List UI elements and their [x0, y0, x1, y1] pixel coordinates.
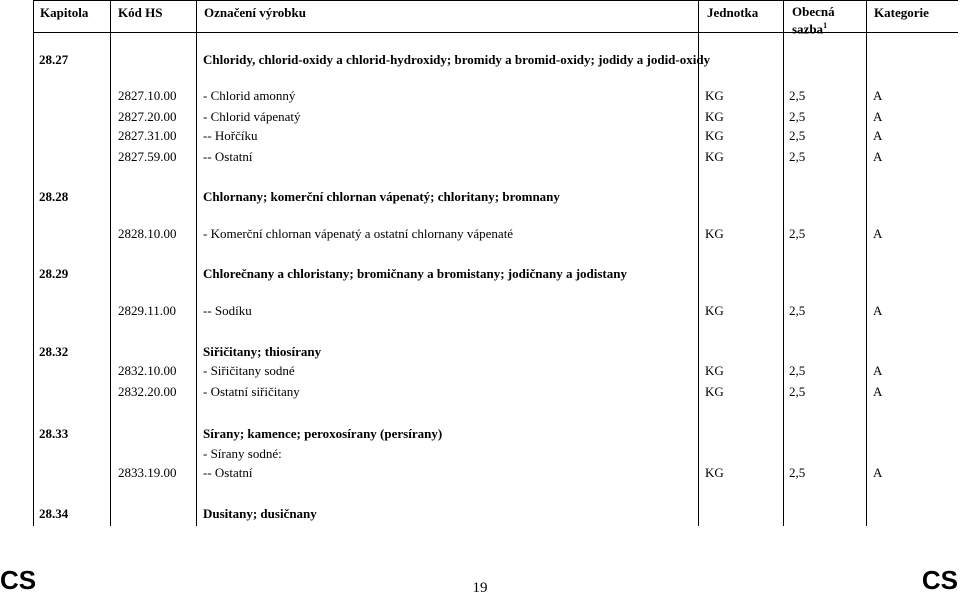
cell-jednotka: KG — [705, 226, 724, 241]
cell-jednotka: KG — [705, 303, 724, 318]
cell-kod: 2827.10.00 — [118, 88, 177, 103]
cell-sazba: 2,5 — [789, 149, 806, 164]
cell-kapitola: 28.28 — [39, 189, 69, 204]
cell-oznaceni: -- Sodíku — [203, 303, 252, 318]
cell-kod: 2833.19.00 — [118, 465, 177, 480]
cell-jednotka: KG — [705, 363, 724, 378]
cell-oznaceni: - Sírany sodné: — [203, 446, 282, 461]
column-divider — [783, 0, 784, 526]
cell-kod: 2828.10.00 — [118, 226, 177, 241]
column-divider — [196, 0, 197, 526]
cell-sazba: 2,5 — [789, 363, 806, 378]
header-sazba-footnote: 1 — [823, 21, 828, 30]
cell-kategorie: A — [873, 149, 883, 164]
tariff-table — [33, 0, 958, 526]
column-divider — [33, 0, 34, 526]
cell-oznaceni: Siřičitany; thiosírany — [203, 344, 322, 359]
cell-kategorie: A — [873, 109, 883, 124]
table-header — [33, 0, 958, 37]
cell-oznaceni: - Chlorid vápenatý — [203, 109, 301, 124]
cell-sazba: 2,5 — [789, 303, 806, 318]
page-number: 19 — [472, 580, 488, 596]
cell-oznaceni: Sírany; kamence; peroxosírany (persírany) — [203, 426, 443, 441]
footer-language-right: CS — [921, 565, 958, 595]
cell-kapitola: 28.33 — [39, 426, 69, 441]
cell-kod: 2827.59.00 — [118, 149, 177, 164]
cell-sazba: 2,5 — [789, 109, 806, 124]
cell-oznaceni: - Siřičitany sodné — [203, 363, 295, 378]
cell-kod: 2832.10.00 — [118, 363, 177, 378]
cell-kod: 2832.20.00 — [118, 384, 177, 399]
cell-sazba: 2,5 — [789, 384, 806, 399]
cell-kapitola: 28.29 — [39, 266, 69, 281]
header-sazba — [792, 5, 835, 36]
cell-oznaceni: -- Hořčíku — [203, 128, 258, 143]
header-sazba-line1: Obecná — [792, 4, 835, 19]
cell-sazba: 2,5 — [789, 226, 806, 241]
cell-kategorie: A — [873, 303, 883, 318]
header-sazba-line2: sazba — [792, 21, 824, 37]
header-jednotka: Jednotka — [707, 5, 759, 20]
column-divider — [866, 0, 867, 526]
cell-kod: 2827.31.00 — [118, 128, 177, 143]
cell-kapitola: 28.27 — [39, 52, 69, 67]
cell-oznaceni: - Ostatní siřičitany — [203, 384, 300, 399]
header-kapitola: Kapitola — [40, 5, 89, 20]
cell-jednotka: KG — [705, 384, 724, 399]
cell-kategorie: A — [873, 363, 883, 378]
cell-sazba: 2,5 — [789, 88, 806, 103]
header-kod-hs: Kód HS — [118, 5, 163, 20]
column-divider — [698, 0, 699, 526]
cell-sazba: 2,5 — [789, 465, 806, 480]
cell-kategorie: A — [873, 128, 883, 143]
footer-language-left: CS — [0, 565, 37, 595]
cell-kategorie: A — [873, 88, 883, 103]
cell-jednotka: KG — [705, 128, 724, 143]
cell-kapitola: 28.34 — [39, 506, 69, 521]
cell-kod: 2829.11.00 — [118, 303, 177, 318]
header-kategorie: Kategorie — [874, 5, 929, 20]
cell-oznaceni: Chlornany; komerční chlornan vápenatý; chloritany; bromnany — [203, 189, 560, 204]
header-oznaceni: Označení výrobku — [204, 5, 306, 20]
cell-kod: 2827.20.00 — [118, 109, 177, 124]
cell-oznaceni: -- Ostatní — [203, 149, 253, 164]
cell-kategorie: A — [873, 226, 883, 241]
cell-oznaceni: - Komerční chlornan vápenatý a ostatní chlornany vápenaté — [203, 226, 514, 241]
cell-jednotka: KG — [705, 465, 724, 480]
cell-oznaceni: Chlorečnany a chloristany; bromičnany a bromistany; jodičnany a jodistany — [203, 266, 627, 281]
cell-oznaceni: -- Ostatní — [203, 465, 253, 480]
cell-kategorie: A — [873, 384, 883, 399]
cell-kategorie: A — [873, 465, 883, 480]
cell-oznaceni: Dusitany; dusičnany — [203, 506, 317, 521]
cell-kapitola: 28.32 — [39, 344, 69, 359]
cell-oznaceni: Chloridy, chlorid-oxidy a chlorid-hydroxidy; bromidy a bromid-oxidy; jodidy a jodid-oxidy — [203, 52, 711, 67]
cell-oznaceni: - Chlorid amonný — [203, 88, 296, 103]
cell-sazba: 2,5 — [789, 128, 806, 143]
cell-jednotka: KG — [705, 149, 724, 164]
cell-jednotka: KG — [705, 109, 724, 124]
cell-jednotka: KG — [705, 88, 724, 103]
column-divider — [110, 0, 111, 526]
